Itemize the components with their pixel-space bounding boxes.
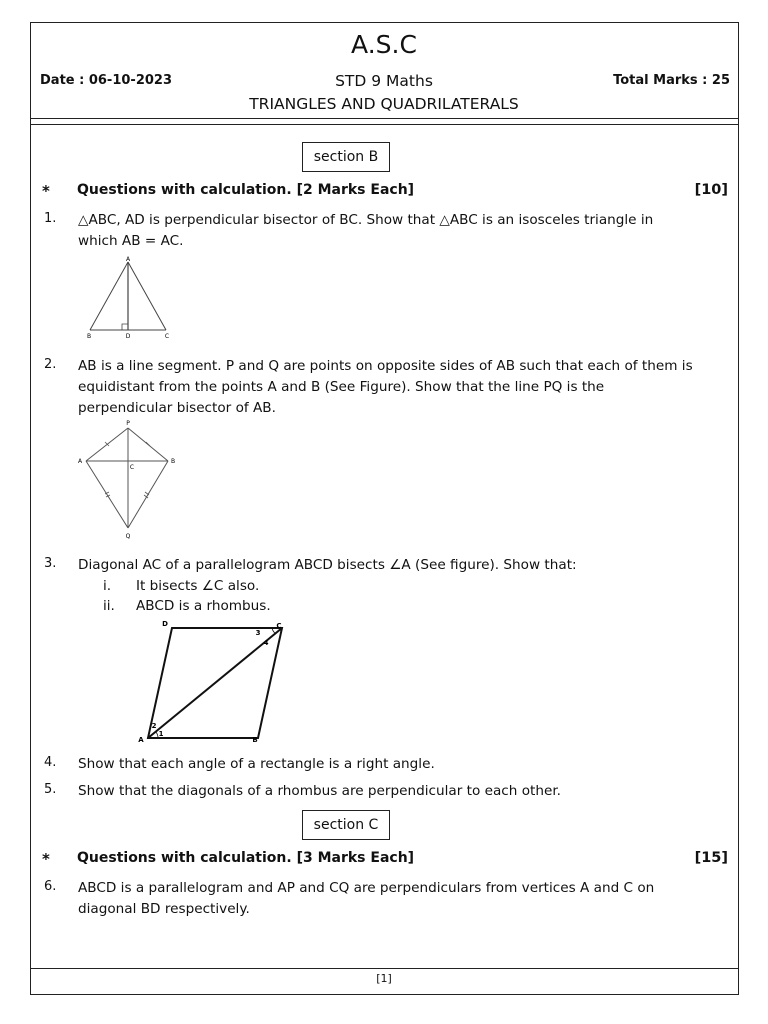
question-1-number: 1. [44,211,57,226]
question-1-text [78,210,653,252]
question-3-figure-parallelogram [134,618,286,746]
figure-label: C [276,622,282,630]
question-5-number: 5. [44,782,57,797]
chapter-title: TRIANGLES AND QUADRILATERALS [249,95,519,113]
figure-label: D [125,333,131,340]
question-3-subpart-i-numeral: i. [103,578,112,594]
question-6-line: ABCD is a parallelogram and AP and CQ are perpendiculars from vertices A and C on [78,880,655,896]
question-3-subpart-ii-text: ABCD is a rhombus. [136,598,271,614]
figure-label: B [252,736,258,744]
school-title: A.S.C [351,30,417,59]
question-2-figure-kite [76,418,182,544]
figure-label: A [138,736,144,744]
question-5-text: Show that the diagonals of a rhombus are perpendicular to each other. [78,783,561,799]
figure-label: A [77,458,83,465]
question-2-text [78,356,693,419]
question-1-line: which AB = AC. [78,233,184,249]
question-3-subpart-ii-numeral: ii. [103,598,115,614]
figure-label: B [170,458,176,465]
question-1-figure-triangle [78,254,178,342]
question-4-text: Show that each angle of a rectangle is a right angle. [78,756,435,772]
question-2-line: equidistant from the points A and B (See Figure). Show that the line PQ is the [78,379,605,395]
question-1-line: △ABC, AD is perpendicular bisector of BC. Show that △ABC is an isosceles triangle in [78,212,654,228]
section-c-label: section C [302,810,390,840]
figure-label: 1 [158,730,164,738]
header-divider-top [30,118,739,119]
question-2-line: AB is a line segment. P and Q are points on opposite sides of AB such that each of them is [78,358,693,374]
total-marks: Total Marks : 25 [613,73,730,88]
section-b-label: section B [302,142,390,172]
question-4-number: 4. [44,755,57,770]
section-b-marks: [10] [694,182,728,198]
section-c-marks: [15] [694,850,728,866]
question-6-line: diagonal BD respectively. [78,901,250,917]
page-number: [1] [376,972,392,985]
figure-label: B [86,333,92,340]
figure-label: Q [125,533,131,540]
question-3-text: Diagonal AC of a parallelogram ABCD bisects ∠A (See figure). Show that: [78,557,577,573]
figure-label: D [162,620,168,628]
section-c-instruction: Questions with calculation. [3 Marks Each] [77,850,415,866]
question-6-number: 6. [44,879,57,894]
question-3-number: 3. [44,556,57,571]
figure-label: P [126,420,130,427]
question-2-number: 2. [44,357,57,372]
question-3-subpart-i-text: It bisects ∠C also. [136,578,260,594]
standard-subject: STD 9 Maths [335,72,433,90]
section-c-bullet: * [42,850,50,868]
footer-divider [30,968,739,969]
question-2-line: perpendicular bisector of AB. [78,400,276,416]
section-b-bullet: * [42,182,50,200]
figure-label: C [129,464,135,471]
header-divider-bottom [30,124,739,125]
question-6-text [78,878,654,920]
figure-label: 2 [151,722,157,730]
figure-label: A [125,256,131,263]
figure-label: 3 [255,629,261,637]
figure-label: C [164,333,170,340]
exam-date: Date : 06-10-2023 [40,73,172,88]
figure-label: 4 [263,639,269,647]
section-b-instruction: Questions with calculation. [2 Marks Each] [77,182,415,198]
